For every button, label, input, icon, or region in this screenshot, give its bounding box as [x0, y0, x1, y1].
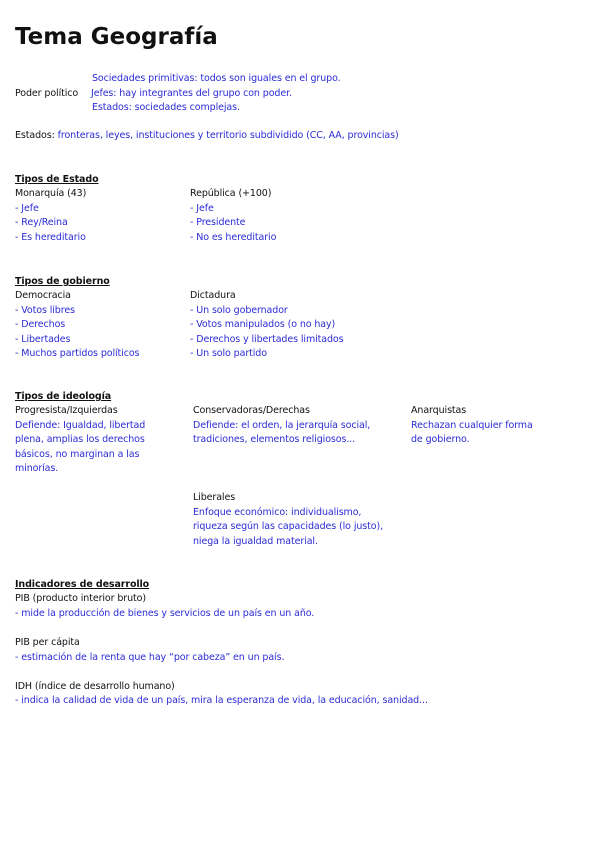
anarquistas-column — [411, 404, 533, 448]
text-line: niega la igualdad material. — [193, 535, 318, 547]
poder-line-estados: Estados: sociedades complejas. — [92, 102, 240, 113]
text-line: minorías. — [15, 463, 59, 475]
poder-line-jefes: Jefes: hay integrantes del grupo con poder. — [91, 88, 292, 99]
list-item: - Votos libres — [15, 304, 75, 316]
list-item: - Libertades — [15, 333, 71, 345]
progresista-column — [15, 404, 145, 477]
text-line: Rechazan cualquier forma — [411, 419, 533, 431]
monarquia-column — [15, 187, 86, 245]
conservadoras-column — [193, 404, 370, 448]
tipos-ideologia-heading: Tipos de ideología — [15, 391, 112, 402]
pib-title: PIB (producto interior bruto) — [15, 593, 146, 604]
estados-label: Estados: — [15, 130, 55, 141]
list-item: - Es hereditario — [15, 231, 86, 243]
list-item: - Jefe — [190, 202, 214, 214]
text-line: de gobierno. — [411, 434, 470, 446]
liberales-column — [193, 491, 383, 549]
list-item: - Un solo partido — [190, 348, 267, 360]
list-item: - Derechos — [15, 319, 66, 331]
list-item: - Jefe — [15, 202, 39, 214]
liberales-title: Liberales — [193, 492, 236, 503]
list-item: - Rey/Reina — [15, 217, 68, 229]
text-line: Defiende: el orden, la jerarquía social, — [193, 419, 371, 431]
estados-line — [15, 129, 399, 144]
pib-desc: - mide la producción de bienes y servicios de un país en un año. — [15, 608, 315, 619]
poder-line-primitivas: Sociedades primitivas: todos son iguales en el grupo. — [92, 73, 341, 84]
text-line: Enfoque económico: individualismo, — [193, 506, 362, 518]
anarquistas-title: Anarquistas — [411, 405, 467, 416]
list-item: - Votos manipulados (o no hay) — [190, 319, 336, 331]
text-line: Defiende: Igualdad, libertad — [15, 419, 146, 431]
list-item: - Derechos y libertades limitados — [190, 333, 344, 345]
list-item: - Presidente — [190, 217, 246, 229]
idh-title: IDH (índice de desarrollo humano) — [15, 681, 175, 692]
conservadoras-title: Conservadoras/Derechas — [193, 405, 310, 416]
idh-desc: - indica la calidad de vida de un país, mira la esperanza de vida, la educación, sanidad... — [15, 695, 428, 706]
progresista-title: Progresista/Izquierdas — [15, 405, 118, 416]
poder-label: Poder político — [15, 88, 79, 99]
list-item: - Muchos partidos políticos — [15, 348, 140, 360]
text-line: plena, amplias los derechos — [15, 434, 145, 446]
republica-column — [190, 187, 276, 245]
monarquia-title: Monarquía (43) — [15, 188, 87, 199]
democracia-column — [15, 289, 139, 362]
list-item: - No es hereditario — [190, 231, 277, 243]
estados-text: fronteras, leyes, instituciones y territorio subdividido (CC, AA, provincias) — [57, 130, 399, 141]
dictadura-title: Dictadura — [190, 290, 236, 301]
text-line: tradiciones, elementos religiosos... — [193, 434, 356, 446]
list-item: - Un solo gobernador — [190, 304, 288, 316]
republica-title: República (+100) — [190, 188, 272, 199]
democracia-title: Democracia — [15, 290, 71, 301]
text-line: riqueza según las capacidades (lo justo), — [193, 521, 383, 533]
tipos-gobierno-heading: Tipos de gobierno — [15, 276, 110, 287]
pib-capita-title: PIB per cápita — [15, 637, 80, 648]
page-title: Tema Geografía — [15, 24, 218, 50]
pib-capita-desc: - estimación de la renta que hay “por cabeza” en un país. — [15, 652, 285, 663]
text-line: básicos, no marginan a las — [15, 448, 140, 460]
indicadores-heading: Indicadores de desarrollo — [15, 579, 150, 590]
dictadura-column — [190, 289, 343, 362]
tipos-estado-heading: Tipos de Estado — [15, 174, 99, 185]
